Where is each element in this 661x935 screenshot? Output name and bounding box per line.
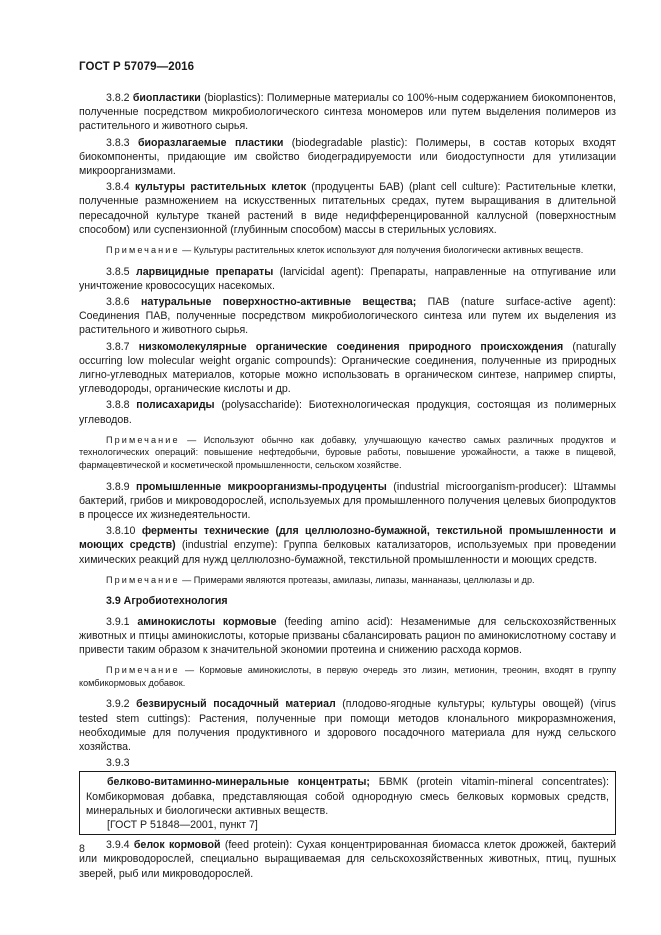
note-label: Примечание [106, 434, 180, 445]
entry-term: биопластики [132, 92, 201, 104]
note-label: Примечание [106, 574, 180, 585]
entry-3-8-2 [79, 91, 616, 134]
entry-number: 3.8.6 [106, 296, 130, 309]
entry-number: 3.8.4 [106, 181, 130, 194]
entry-definition: (продуценты БАВ) (plant cell culture): Растительные клетки, полученные размножением на искусственных питательных средах, путем выращивания в длительной пересадочной культуре тканей растений в виде недифференцированной каллусной (поверхностным способом) или суспензионной (глубинным способом) массы в стерильных условиях. [79, 181, 616, 236]
entry-term: полисахариды [136, 399, 215, 412]
entry-number: 3.8.3 [106, 136, 130, 149]
entry-definition: (плодово-ягодные культуры; культуры овощей) (virus tested stem cuttings): Растения, полученные при помощи методов клонального микроразмножения, необходимые для получения продуктивного и здорового посадочного материала для нужд сельского хозяйства. [79, 698, 616, 754]
note-text: Используют обычно как добавку, улучшающую качество самых различных продуктов и технологических операций: повышение нефтедобычи, буровые работы, повышение урожайности, а также в пищевой, фармацевтической и косметической промышленности, сельском хозяйстве. [79, 434, 617, 471]
entry-3-9-4 [79, 838, 616, 881]
entry-3-8-10 [79, 524, 616, 567]
entry-term: культуры растительных клеток [134, 181, 307, 194]
entry-term: аминокислоты кормовые [137, 615, 277, 628]
entry-number: 3.9.2 [106, 698, 130, 711]
note-3-9-1 [79, 664, 616, 689]
note-dash: — [187, 434, 197, 445]
note-text: Культуры растительных клеток используют для получения биологически активных веществ. [193, 245, 584, 256]
note-dash: — [182, 574, 192, 585]
note-3-8-4 [79, 244, 616, 257]
entry-definition: (feed protein): Сухая концентрированная биомасса клеток дрожжей, бактерий или микроводорослей, специально выращиваемая для сельскохозяйственных животных, птиц, пушных зверей, рыб или микроводорослей. [79, 839, 616, 880]
entry-3-8-6 [79, 295, 616, 338]
section-title: 3.9 Агробиотехнология [106, 595, 228, 608]
entry-number: 3.9.3 [106, 757, 130, 770]
entry-definition: ПАВ (nature surface-active agent): Соединения ПАВ, полученные посредством микробиологического синтеза или путем их выделения из растительного и животного сырья. [79, 296, 616, 337]
entry-definition: БВМК (protein vitamin-mineral concentrates): Комбикормовая добавка, представляющая собой однородную смесь белковых кормовых средств, минеральных и биологически активных веществ. [86, 776, 609, 817]
note-3-8-8 [79, 434, 616, 472]
note-text: Примерами являются протеазы, амилазы, липазы, маннаназы, целлюлазы и др. [193, 574, 535, 585]
entry-definition: (feeding amino acid): Незаменимые для сельскохозяйственных животных и птицы аминокислоты, которые призваны сбалансировать рацион по аминокислотному составу и привести таким образом к значительной экономии протеина и снижению расхода кормов. [79, 615, 616, 657]
note-label: Примечание [106, 245, 180, 256]
entry-definition: (polysaccharide): Биотехнологическая продукция, состоящая из полимерных углеводов. [79, 399, 616, 426]
entry-term: безвирусный посадочный материал [136, 698, 336, 711]
note-label: Примечание [106, 665, 180, 676]
entry-definition: (larvicidal agent): Препараты, направленные на отпугивание или уничтожение кровососущих насекомых. [79, 265, 616, 292]
entry-term: ферменты технические (для целлюлозно-бумажной, текстильной промышленности и моющих средств) [79, 525, 616, 552]
entry-3-9-3 [86, 775, 609, 818]
entry-number: 3.8.5 [106, 265, 130, 278]
entry-number: 3.8.8 [106, 399, 130, 412]
entry-definition: (industrial microorganism-producer): Штаммы бактерий, грибов и микроводорослей, используемых для промышленного получения целевых биопродуктов в процессе их жизнедеятельности. [79, 480, 616, 522]
entry-3-8-3 [79, 136, 616, 179]
entry-number: 3.8.10 [106, 525, 136, 538]
entry-term: низкомолекулярные органические соединения природного происхождения [138, 340, 564, 353]
note-dash: — [182, 245, 192, 256]
entry-3-9-2 [79, 697, 616, 754]
entry-term: ларвицидные препараты [135, 265, 274, 278]
entry-definition: (biodegradable plastic): Полимеры, в состав которых входят биокомпоненты, придающие им свойство биодеградируемости или биодоступности для утилизации микроорганизмами. [79, 136, 616, 178]
entry-3-8-9 [79, 480, 616, 523]
entry-3-8-4 [79, 180, 616, 237]
page-content [79, 91, 616, 883]
entry-number: 3.9.4 [106, 839, 130, 852]
note-text: Кормовые аминокислоты, в первую очередь это лизин, метионин, треонин, входят в группу комбикормовых добавок. [79, 665, 616, 688]
standard-header: ГОСТ Р 57079—2016 [79, 61, 195, 73]
entry-definition: (bioplastics): Полимерные материалы со 100%-ным содержанием биокомпонентов, полученные посредством микробиологического синтеза мономеров или путем выделения полимеров из растительного и животного сырья. [79, 92, 616, 133]
entry-3-8-8 [79, 398, 616, 426]
entry-3-8-7 [79, 340, 616, 397]
entry-number: 3.8.2 [106, 92, 130, 104]
note-dash: — [184, 665, 195, 676]
entry-number: 3.8.9 [106, 480, 130, 493]
entry-3-9-1 [79, 615, 616, 658]
entry-term: биоразлагаемые пластики [137, 136, 284, 149]
entry-definition: (naturally occurring low molecular weight organic compounds): Органические соединения, полученные из природных лигно-углеводных материалов, которые можно использовать в органическом синтезе, например спирты, углеводороды, органические кислоты и др. [79, 340, 616, 396]
entry-3-8-5 [79, 265, 616, 293]
entry-term: белково-витаминно-минеральные концентраты; [107, 776, 370, 789]
entry-number: 3.8.7 [106, 340, 130, 353]
boxed-definition [79, 771, 616, 835]
source-reference: [ГОСТ Р 51848—2001, пункт 7] [107, 819, 258, 832]
entry-term: промышленные микроорганизмы-продуценты [136, 480, 387, 493]
entry-definition: (industrial enzyme): Группа белковых катализаторов, используемых при проведении химических реакций для нужд целлюлозно-бумажной, текстильной промышленности и моющих средств. [79, 539, 616, 566]
note-3-8-10 [79, 574, 616, 587]
entry-number: 3.9.1 [106, 615, 130, 628]
entry-term: натуральные поверхностно-активные вещества; [140, 296, 417, 309]
page-number: 8 [79, 843, 85, 855]
entry-term: белок кормовой [133, 839, 221, 852]
